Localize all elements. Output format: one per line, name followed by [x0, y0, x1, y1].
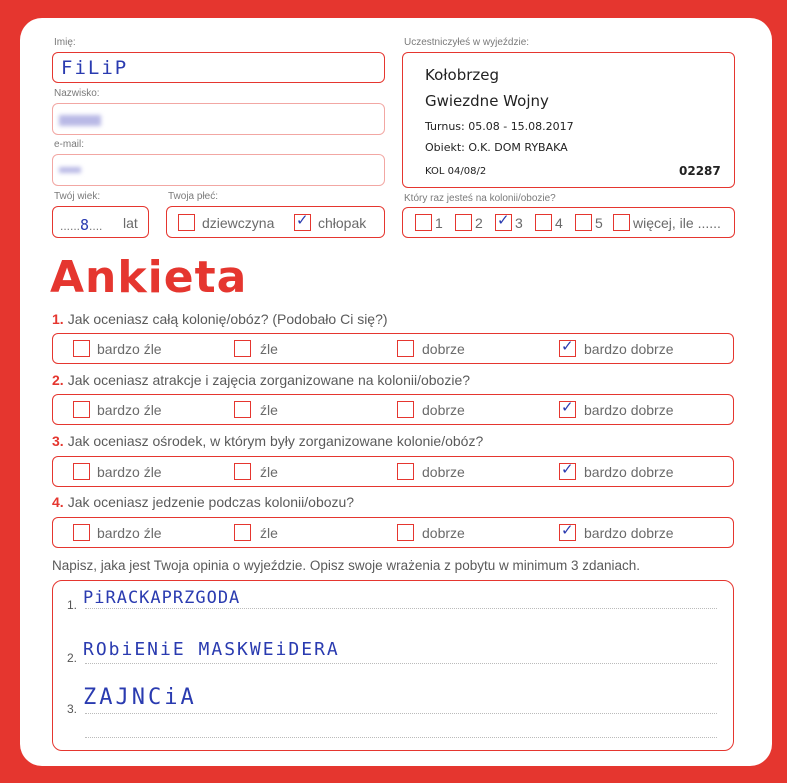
- trip-box: [402, 52, 735, 188]
- email-field[interactable]: [52, 154, 385, 186]
- q2-checkbox-very-bad[interactable]: [73, 401, 90, 418]
- q3-option-very-good: bardzo dobrze: [584, 464, 674, 480]
- age-entry: [60, 216, 102, 234]
- question-4-text: [52, 494, 354, 510]
- question-1-number: 1.: [52, 311, 64, 327]
- name-label: Imię:: [54, 37, 76, 48]
- q1-checkbox-good[interactable]: [397, 340, 414, 357]
- times-option-4: 4: [555, 215, 563, 231]
- opinion-line-2-number: 2.: [67, 651, 78, 665]
- question-3-label: Jak oceniasz ośrodek, w którym były zorganizowane kolonie/obóz?: [67, 433, 484, 449]
- times-option-5: 5: [595, 215, 603, 231]
- q3-option-good: dobrze: [422, 464, 465, 480]
- q1-checkbox-bad[interactable]: [234, 340, 251, 357]
- q4-checkbox-good[interactable]: [397, 524, 414, 541]
- times-checkbox-2[interactable]: [455, 214, 472, 231]
- opinion-line-1-number: 1.: [67, 598, 78, 612]
- age-dots-after: ....: [89, 219, 103, 233]
- turnus-value: 05.08 - 15.08.2017: [468, 120, 574, 133]
- times-option-more: więcej, ile ......: [633, 215, 721, 231]
- q1-option-bad: źle: [260, 341, 278, 357]
- turnus-label: Turnus:: [425, 120, 465, 133]
- writing-line: [85, 713, 717, 714]
- question-1-answers: [52, 333, 734, 364]
- age-unit: lat: [123, 215, 138, 231]
- question-4-label: Jak oceniasz jedzenie podczas kolonii/obozu?: [67, 494, 355, 510]
- q1-option-good: dobrze: [422, 341, 465, 357]
- checkmark-icon: ✓: [561, 337, 574, 355]
- q4-option-very-bad: bardzo źle: [97, 525, 162, 541]
- times-checkbox-more[interactable]: [613, 214, 630, 231]
- q3-checkbox-very-bad[interactable]: [73, 463, 90, 480]
- age-value: 8: [80, 216, 90, 234]
- checkmark-icon: ✓: [561, 460, 574, 478]
- object-value: O.K. DOM RYBAKA: [468, 141, 568, 154]
- q3-checkbox-very-good[interactable]: [559, 460, 576, 480]
- question-3-text: [52, 433, 483, 449]
- q3-checkbox-good[interactable]: [397, 463, 414, 480]
- q2-checkbox-very-good[interactable]: [559, 398, 576, 418]
- question-2-label: Jak oceniasz atrakcje i zajęcia zorganizowane na kolonii/obozie?: [67, 372, 471, 388]
- opinion-prompt: Napisz, jaka jest Twoja opinia o wyjeździe. Opisz swoje wrażenia z pobytu w minimum 3 zdaniach.: [52, 558, 641, 573]
- question-3-answers: [52, 456, 734, 487]
- q2-checkbox-good[interactable]: [397, 401, 414, 418]
- q3-option-very-bad: bardzo źle: [97, 464, 162, 480]
- opinion-line-1-text: PiRACKAPRZGODA: [83, 588, 241, 608]
- q4-checkbox-very-good[interactable]: [559, 521, 576, 541]
- opinion-line-2-text: RObiENiE MASKWEiDERA: [83, 639, 340, 660]
- email-redaction: [59, 167, 81, 173]
- question-2-answers: [52, 394, 734, 425]
- times-option-3: 3: [515, 215, 523, 231]
- q2-option-very-good: bardzo dobrze: [584, 402, 674, 418]
- object-label: Obiekt:: [425, 141, 465, 154]
- checkmark-icon: ✓: [561, 521, 574, 539]
- q4-option-good: dobrze: [422, 525, 465, 541]
- trip-label: Uczestniczyłeś w wyjeździe:: [404, 37, 530, 48]
- question-4-number: 4.: [52, 494, 64, 510]
- times-option-1: 1: [435, 215, 443, 231]
- times-checkbox-3[interactable]: [495, 211, 512, 231]
- question-2-number: 2.: [52, 372, 64, 388]
- gender-option-boy: chłopak: [318, 215, 367, 231]
- question-2-text: [52, 372, 470, 388]
- times-checkbox-5[interactable]: [575, 214, 592, 231]
- q2-option-very-bad: bardzo źle: [97, 402, 162, 418]
- name-value: FiLiP: [61, 57, 129, 79]
- q1-checkbox-very-bad[interactable]: [73, 340, 90, 357]
- trip-object: [425, 141, 568, 154]
- writing-line: [85, 608, 717, 609]
- gender-field: [166, 206, 385, 238]
- writing-line: [85, 663, 717, 664]
- q4-checkbox-very-bad[interactable]: [73, 524, 90, 541]
- question-4-answers: [52, 517, 734, 548]
- email-label: e-mail:: [54, 139, 85, 150]
- surname-field[interactable]: [52, 103, 385, 135]
- trip-number: 02287: [679, 164, 721, 178]
- q2-option-good: dobrze: [422, 402, 465, 418]
- q1-option-very-bad: bardzo źle: [97, 341, 162, 357]
- gender-checkbox-girl[interactable]: [178, 214, 195, 231]
- survey-title: Ankieta: [50, 252, 248, 303]
- times-checkbox-4[interactable]: [535, 214, 552, 231]
- opinion-box[interactable]: [52, 580, 734, 751]
- times-option-2: 2: [475, 215, 483, 231]
- gender-checkbox-boy[interactable]: [294, 211, 311, 231]
- times-checkbox-1[interactable]: [415, 214, 432, 231]
- q4-checkbox-bad[interactable]: [234, 524, 251, 541]
- opinion-line-3-text: ZAJNCiA: [83, 685, 197, 710]
- name-field[interactable]: [52, 52, 385, 83]
- q4-option-very-good: bardzo dobrze: [584, 525, 674, 541]
- writing-line: [85, 737, 717, 738]
- checkmark-icon: ✓: [561, 398, 574, 416]
- surname-redaction: [59, 115, 101, 126]
- times-field: [402, 207, 735, 238]
- opinion-line-3-number: 3.: [67, 702, 78, 716]
- gender-label: Twoja płeć:: [168, 191, 219, 202]
- q2-option-bad: źle: [260, 402, 278, 418]
- trip-theme: Gwiezdne Wojny: [425, 92, 549, 110]
- question-1-text: [52, 311, 388, 327]
- gender-option-girl: dziewczyna: [202, 215, 275, 231]
- q3-option-bad: źle: [260, 464, 278, 480]
- checkmark-icon: ✓: [296, 211, 309, 229]
- q1-checkbox-very-good[interactable]: [559, 337, 576, 357]
- q4-option-bad: źle: [260, 525, 278, 541]
- q2-checkbox-bad[interactable]: [234, 401, 251, 418]
- checkmark-icon: ✓: [497, 211, 510, 229]
- surname-label: Nazwisko:: [54, 88, 100, 99]
- question-3-number: 3.: [52, 433, 64, 449]
- trip-code: KOL 04/08/2: [425, 166, 487, 177]
- trip-city: Kołobrzeg: [425, 66, 500, 84]
- times-label: Który raz jesteś na kolonii/obozie?: [404, 193, 556, 204]
- age-field[interactable]: [52, 206, 149, 238]
- age-label: Twój wiek:: [54, 191, 101, 202]
- trip-turnus: [425, 120, 574, 133]
- question-1-label: Jak oceniasz całą kolonię/obóz? (Podobało Ci się?): [67, 311, 388, 327]
- q1-option-very-good: bardzo dobrze: [584, 341, 674, 357]
- q3-checkbox-bad[interactable]: [234, 463, 251, 480]
- age-dots-before: ......: [60, 219, 81, 233]
